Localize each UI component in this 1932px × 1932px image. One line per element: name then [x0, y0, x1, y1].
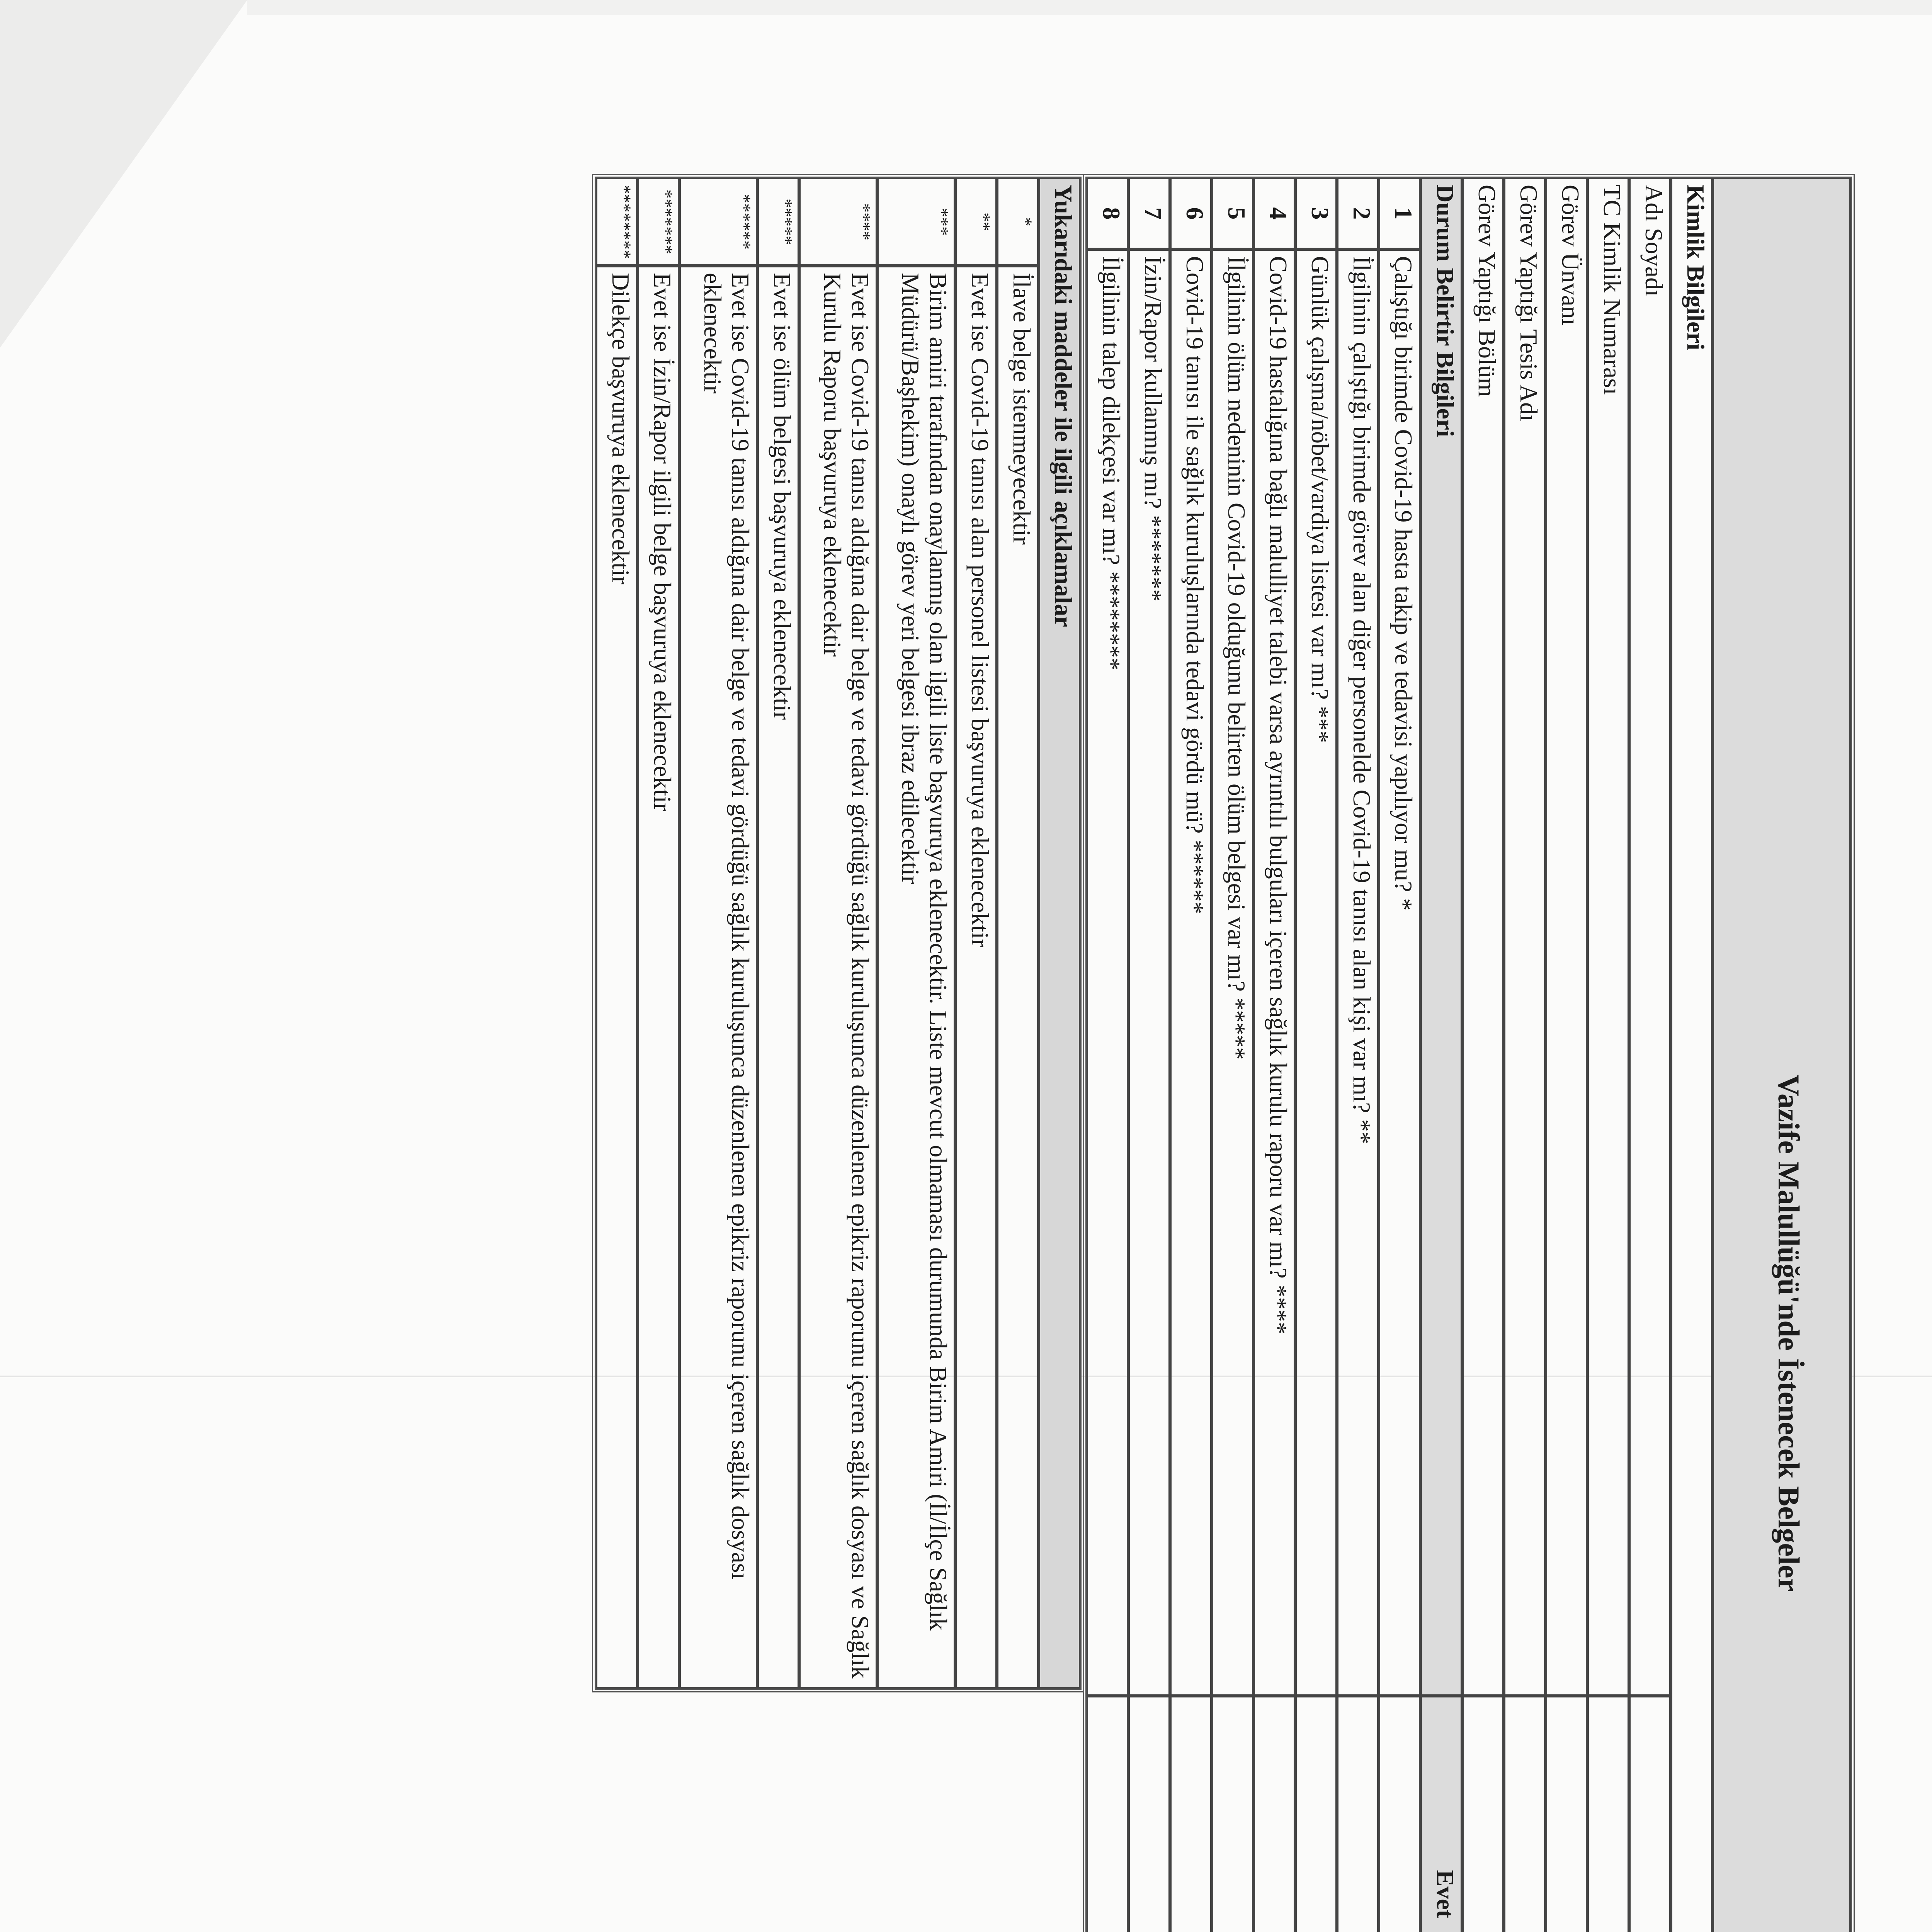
evet-checkbox-cell[interactable]	[1253, 1696, 1295, 1932]
row-number: 2	[1337, 178, 1379, 249]
evet-column-header: Evet	[1420, 1696, 1462, 1932]
note-text: Evet ise Covid-19 tanısı alan personel listesi başvuruya eklenecektir	[955, 266, 997, 1689]
row-number: 8	[1087, 178, 1128, 249]
document-form	[468, 174, 1855, 1932]
note-text: Evet ise İzin/Rapor ilgili belge başvuruya eklenecektir	[638, 266, 679, 1689]
row-number: 4	[1253, 178, 1295, 249]
note-row	[799, 178, 877, 1689]
note-row	[679, 178, 757, 1689]
durum-row	[1212, 178, 1253, 1932]
field-value-cell[interactable]	[1462, 1696, 1504, 1932]
evet-checkbox-cell[interactable]	[1170, 1696, 1212, 1932]
kimlik-row	[1504, 178, 1546, 1932]
evet-checkbox-cell[interactable]	[1128, 1696, 1170, 1932]
question-text: Çalıştığı birimde Covid-19 hasta takip ve tedavisi yapılıyor mu? *	[1379, 249, 1420, 1696]
evet-checkbox-cell[interactable]	[1087, 1696, 1128, 1932]
row-number: 7	[1128, 178, 1170, 249]
field-value-cell[interactable]	[1504, 1696, 1546, 1932]
row-number: 5	[1212, 178, 1253, 249]
row-number: 1	[1379, 178, 1420, 249]
question-text: İlgilinin talep dilekçesi var mı? ********	[1087, 249, 1128, 1696]
question-text: İlgilinin ölüm nedeninin Covid-19 olduğunu belirten ölüm belgesi var mı? *****	[1212, 249, 1253, 1696]
durum-row	[1253, 178, 1295, 1932]
note-marker: ********	[596, 178, 638, 266]
field-value-cell[interactable]	[1546, 1696, 1587, 1932]
field-label: Görev Yaptığı Bölüm	[1462, 178, 1504, 1696]
evet-checkbox-cell[interactable]	[1212, 1696, 1253, 1932]
evet-checkbox-cell[interactable]	[1337, 1696, 1379, 1932]
durum-row	[1337, 178, 1379, 1932]
scan-top-edge	[247, 0, 1932, 15]
kimlik-row	[1587, 178, 1629, 1932]
durum-header-row	[1420, 178, 1462, 1932]
document-title: Vazife Malullüğü'nde İstenecek Belgeler	[1713, 178, 1851, 1932]
field-value-cell[interactable]	[1629, 1696, 1671, 1932]
durum-row	[1379, 178, 1420, 1932]
note-row	[757, 178, 799, 1689]
note-marker: ******	[679, 178, 757, 266]
note-marker: *******	[638, 178, 679, 266]
kimlik-row	[1462, 178, 1504, 1932]
note-row	[877, 178, 955, 1689]
note-row	[955, 178, 997, 1689]
question-text: İlgilinin çalıştığı birimde görev alan diğer personelde Covid-19 tanısı alan kişi var mı? **	[1337, 249, 1379, 1696]
evet-checkbox-cell[interactable]	[1295, 1696, 1337, 1932]
notes-table	[592, 174, 1084, 1692]
note-row	[638, 178, 679, 1689]
question-text: Covid-19 tanısı ile sağlık kuruluşlarında tedavi gördü mü? ******	[1170, 249, 1212, 1696]
durum-row	[1128, 178, 1170, 1932]
note-marker: *****	[757, 178, 799, 266]
notes-header-row	[1039, 178, 1080, 1689]
title-row	[1713, 178, 1851, 1932]
field-label: Adı Soyadı	[1629, 178, 1671, 1696]
field-label: Görev Yaptığı Tesis Adı	[1504, 178, 1546, 1696]
note-text: Birim amiri tarafından onaylanmış olan ilgili liste başvuruya eklenecektir. Liste mevcut olmaması durumunda Birim Amiri (İl/İlçe Sağlık Müdürü/Başhekim) onaylı görev yeri belgesi ibraz edilecektir	[877, 266, 955, 1689]
durum-row	[1087, 178, 1128, 1932]
notes-heading: Yukarıdaki maddeler ile ilgili açıklamalar	[1039, 178, 1080, 1689]
note-text: İlave belge istenmeyecektir	[997, 266, 1039, 1689]
kimlik-section-row	[1671, 178, 1713, 1932]
page-corner-fold	[0, 0, 247, 348]
durum-row	[1295, 178, 1337, 1932]
field-value-cell[interactable]	[1587, 1696, 1629, 1932]
note-text: Evet ise Covid-19 tanısı aldığına dair belge ve tedavi gördüğü sağlık kuruluşunca düzenlenen epikriz raporunu içeren sağlık dosyası eklenecektir	[679, 266, 757, 1689]
note-text: Dilekçe başvuruya eklenecektir	[596, 266, 638, 1689]
kimlik-heading: Kimlik Bilgileri	[1671, 178, 1713, 1932]
note-marker: ***	[877, 178, 955, 266]
note-text: Evet ise ölüm belgesi başvuruya eklenecektir	[757, 266, 799, 1689]
evet-checkbox-cell[interactable]	[1379, 1696, 1420, 1932]
note-marker: ****	[799, 178, 877, 266]
field-label: Görev Ünvanı	[1546, 178, 1587, 1696]
row-number: 3	[1295, 178, 1337, 249]
question-text: İzin/Rapor kullanmış mı? *******	[1128, 249, 1170, 1696]
field-label: TC Kimlik Numarası	[1587, 178, 1629, 1696]
note-marker: *	[997, 178, 1039, 266]
kimlik-row	[1546, 178, 1587, 1932]
question-text: Covid-19 hastalığına bağlı malulliyet talebi varsa ayrıntılı bulguları içeren sağlık kurulu raporu var mı? ****	[1253, 249, 1295, 1696]
durum-row	[1170, 178, 1212, 1932]
note-row	[997, 178, 1039, 1689]
note-text: Evet ise Covid-19 tanısı aldığına dair belge ve tedavi gördüğü sağlık kuruluşunca düzenlenen epikriz raporunu içeren sağlık dosyası ve Sağlık Kurulu Raporu başvuruya eklenecektir	[799, 266, 877, 1689]
kimlik-row	[1629, 178, 1671, 1932]
row-number: 6	[1170, 178, 1212, 249]
durum-heading: Durum Belirtir Bilgileri	[1420, 178, 1462, 1696]
note-marker: **	[955, 178, 997, 266]
note-row	[596, 178, 638, 1689]
question-text: Günlük çalışma/nöbet/vardiya listesi var mı? ***	[1295, 249, 1337, 1696]
main-table	[1083, 174, 1855, 1932]
